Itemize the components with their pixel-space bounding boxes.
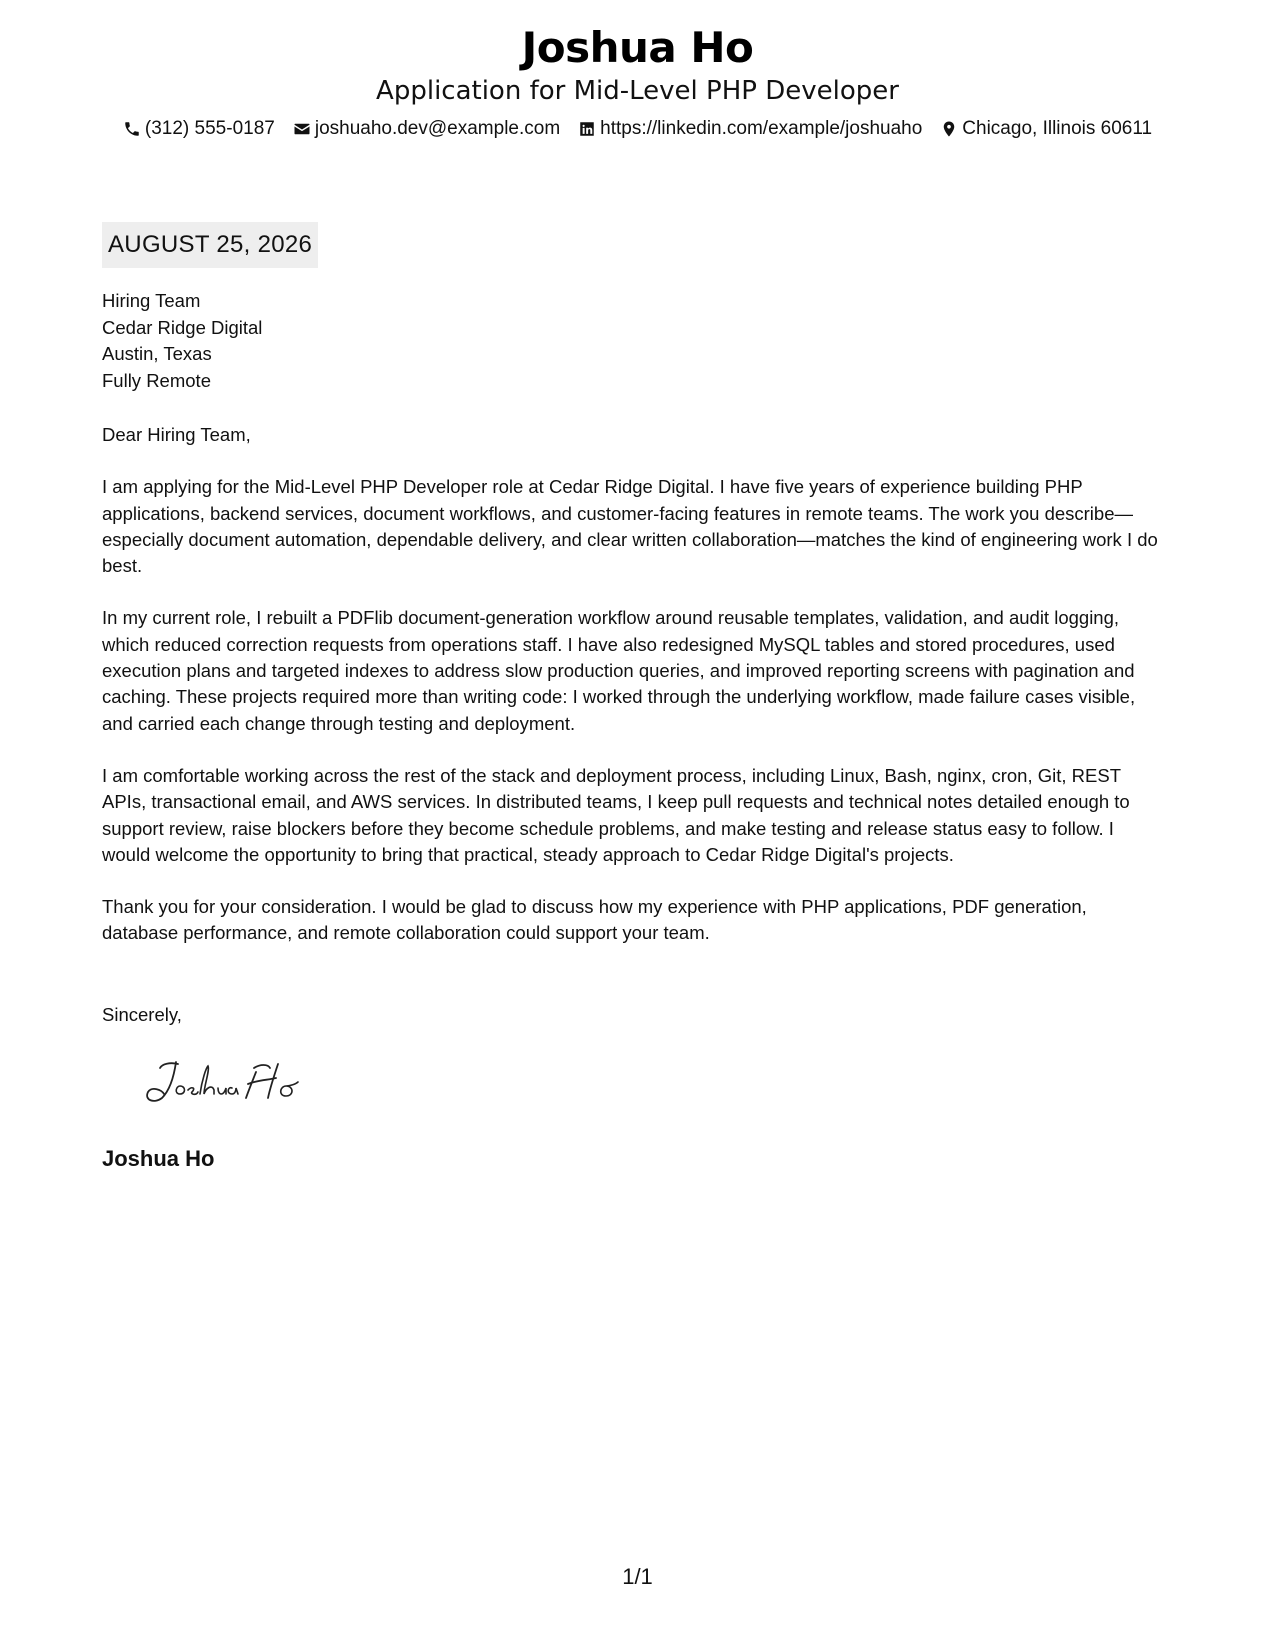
body-paragraph: In my current role, I rebuilt a PDFlib document-generation workflow around reusable templates, validation, and audit logging, which reduced correction requests from operations staff. I have also redesigned MySQL tables and stored procedures, used execution plans and targeted indexes to address slow production queries, and improved reporting screens with pagination and caching. These projects required more than writing code: I worked through the underlying workflow, made failure cases visible, and carried each change through testing and deployment. [102, 607, 1136, 734]
contact-location [940, 116, 1152, 142]
page-number: 1/1 [622, 1564, 653, 1589]
map-pin-icon [940, 120, 958, 138]
recipient-line: Hiring Team [102, 290, 201, 311]
signer-name: Joshua Ho [102, 1146, 215, 1171]
body-paragraph: I am applying for the Mid-Level PHP Developer role at Cedar Ridge Digital. I have five years of experience building PHP applications, backend services, document workflows, and customer-facing features in remote teams. The work you describe—especially document automation, dependable delivery, and clear written collaboration—matches the kind of engineering work I do best. [102, 476, 1158, 577]
email-text: joshuaho.dev@example.com [314, 118, 561, 139]
contact-bar [0, 116, 1275, 142]
recipient-line: Fully Remote [102, 369, 211, 391]
linkedin-text: https://linkedin.com/example/joshuaho [600, 118, 923, 139]
letter-header [0, 22, 1275, 142]
body-paragraph: I am comfortable working across the rest of the stack and deployment process, including Linux, Bash, nginx, cron, Git, REST APIs, transactional email, and AWS services. In distributed teams, I keep pull requests and technical notes detailed enough to support review, raise blockers before they become schedule problems, and make testing and release status easy to follow. I would welcome the opportunity to bring that practical, steady approach to Cedar Ridge Digital's projects. [102, 764, 1130, 865]
contact-phone [123, 116, 275, 142]
recipient-block [102, 288, 262, 394]
recipient-line: Austin, Texas [102, 343, 212, 364]
letter-body [102, 422, 1162, 973]
phone-icon [123, 120, 141, 138]
recipient-line: Cedar Ridge Digital [102, 316, 263, 338]
contact-email [293, 116, 560, 142]
application-title: Application for Mid-Level PHP Developer [376, 76, 899, 106]
location-text: Chicago, Illinois 60611 [962, 118, 1153, 139]
letter-date: AUGUST 25, 2026 [102, 222, 318, 268]
contact-linkedin [578, 116, 922, 142]
salutation: Dear Hiring Team, [102, 424, 251, 445]
linkedin-icon [578, 120, 596, 138]
phone-text: (312) 555-0187 [144, 118, 275, 139]
envelope-icon [293, 120, 311, 138]
handwritten-signature [140, 1050, 340, 1110]
closing: Sincerely, [102, 1004, 182, 1025]
body-paragraph: Thank you for your consideration. I would be glad to discuss how my experience with PHP applications, PDF generation, database performance, and remote collaboration could support your team. [102, 896, 1087, 944]
applicant-name: Joshua Ho [521, 23, 754, 72]
